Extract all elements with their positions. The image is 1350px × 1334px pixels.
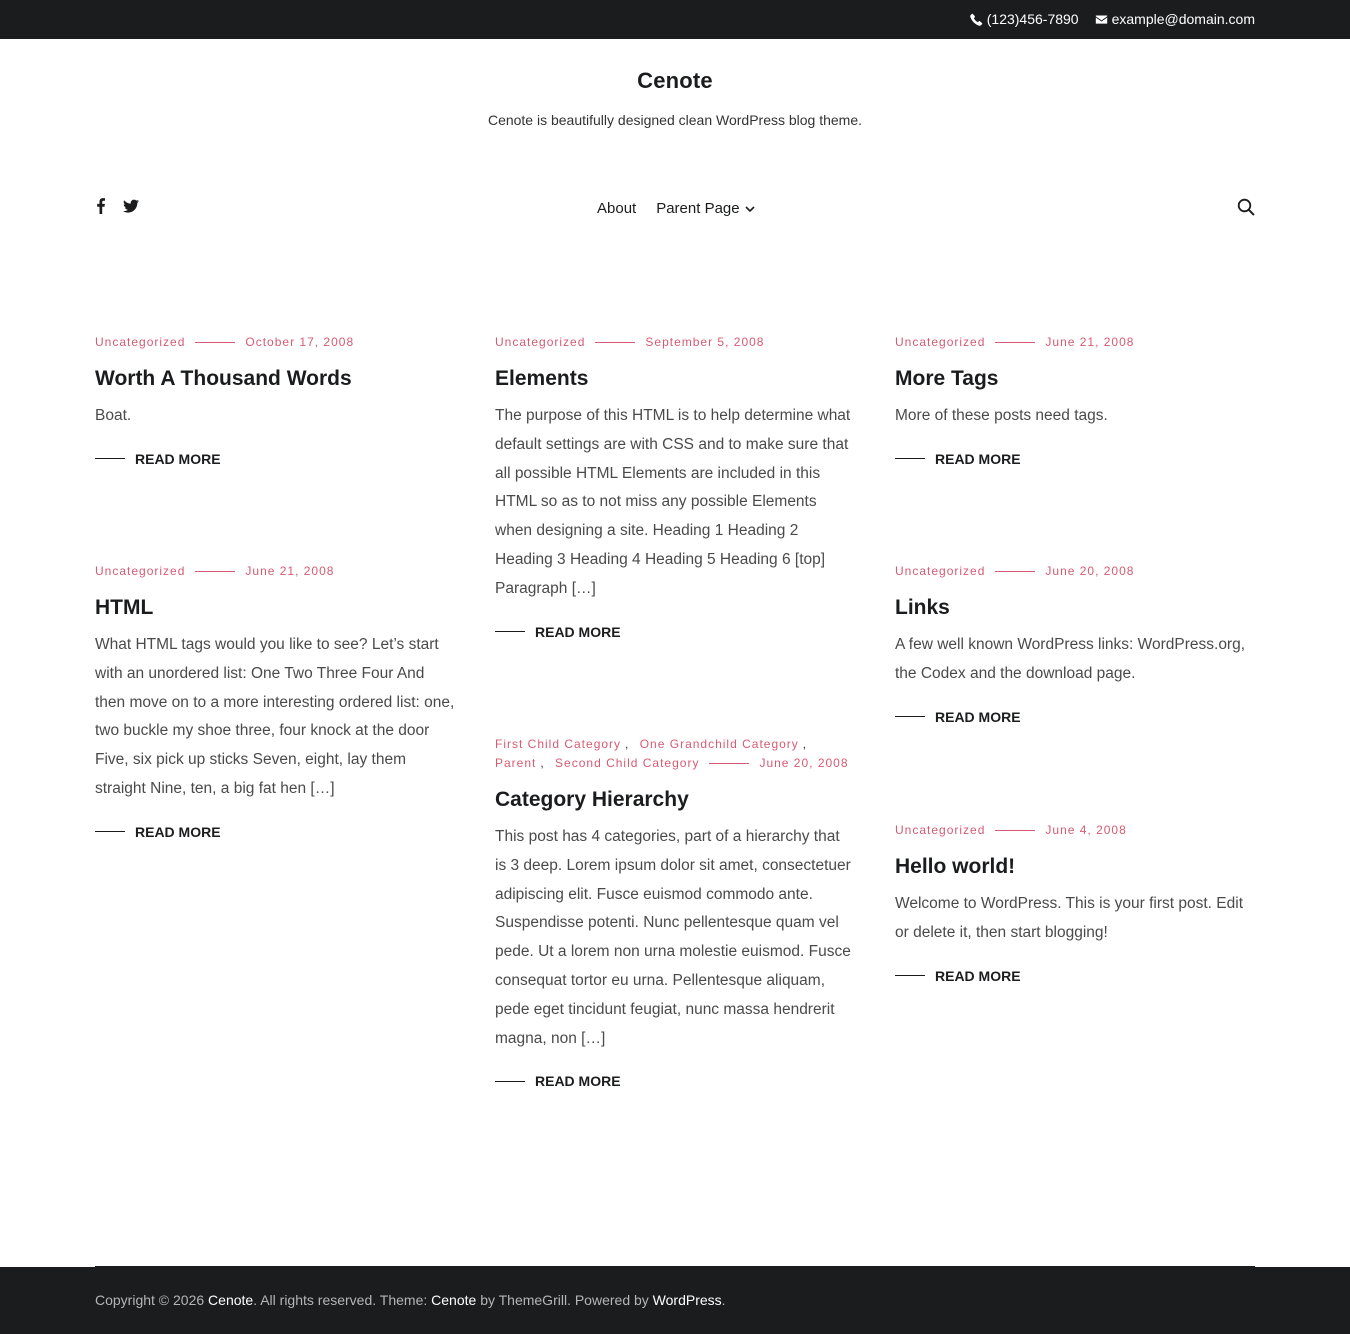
- post-card: [95, 333, 455, 467]
- menu-item-parent-page[interactable]: [656, 200, 754, 217]
- chevron-down-icon: [745, 204, 755, 214]
- post-category[interactable]: Uncategorized: [95, 335, 186, 349]
- menu-item-label: Parent Page: [656, 200, 740, 217]
- post-category[interactable]: Uncategorized: [95, 564, 186, 578]
- post-date[interactable]: September 5, 2008: [645, 335, 765, 349]
- post-excerpt: What HTML tags would you like to see? Let’s start with an unordered list: One Two Three Four And then move on to a more interesting ordered list: one, two buckle my shoe three, four knock at the door Five, six pick up sticks Seven, eight, lay them straight Nine, ten, a big fat hen […]: [95, 636, 455, 797]
- post-category[interactable]: First Child Category: [495, 737, 622, 751]
- post-title[interactable]: Worth A Thousand Words: [95, 367, 352, 390]
- post-meta: [895, 562, 1255, 581]
- post-title[interactable]: Category Hierarchy: [495, 788, 689, 811]
- post-date[interactable]: June 20, 2008: [1045, 564, 1135, 578]
- post-title[interactable]: Hello world!: [895, 855, 1016, 878]
- main-navigation: [95, 194, 1255, 222]
- read-more-label: READ MORE: [135, 823, 221, 840]
- email-address: example@domain.com: [1111, 11, 1255, 27]
- post-card: [895, 821, 1255, 984]
- read-more-link[interactable]: [95, 451, 455, 467]
- menu-item-about[interactable]: [597, 200, 636, 217]
- read-more-label: READ MORE: [935, 450, 1021, 467]
- phone-icon: [970, 13, 983, 26]
- post-title[interactable]: HTML: [95, 596, 154, 619]
- post-excerpt: The purpose of this HTML is to help determine what default settings are with CSS and to make sure that all possible HTML Elements are included in this HTML so as to not miss any possible Elements when designing a site. Heading 1 Heading 2 Heading 3 Heading 4 Heading 5 Heading 6 [top] Paragraph […]: [495, 407, 851, 597]
- footer-wordpress-link[interactable]: WordPress: [652, 1292, 722, 1308]
- post-category[interactable]: One Grandchild Category: [639, 737, 799, 751]
- post-excerpt: This post has 4 categories, part of a hierarchy that is 3 deep. Lorem ipsum dolor sit amet, consectetuer adipiscing elit. Fusce euismod commodo ante. Suspendisse potenti. Nunc pellentesque quam vel pede. Ut a lorem non urna molestie euismod. Fusce consequat tortor eu urna. Pellentesque aliquam, pede eget tincidunt feugiat, nunc massa hendrerit magna, non […]: [495, 828, 851, 1047]
- read-more-link[interactable]: [495, 624, 855, 640]
- copyright-end: .: [721, 1292, 726, 1308]
- read-more-label: READ MORE: [935, 708, 1021, 725]
- read-more-label: READ MORE: [535, 1073, 621, 1090]
- read-more-label: READ MORE: [535, 623, 621, 640]
- copyright-by: by ThemeGrill. Powered by: [480, 1292, 649, 1308]
- primary-menu: [597, 200, 755, 217]
- post-card: [95, 562, 455, 840]
- search-icon[interactable]: [1237, 198, 1255, 216]
- contact-info: [970, 11, 1255, 27]
- post-excerpt: A few well known WordPress links: WordPress.org, the Codex and the download page.: [895, 636, 1246, 682]
- post-category[interactable]: Second Child Category: [555, 756, 700, 770]
- post-card: [895, 333, 1255, 467]
- post-meta: [95, 333, 455, 352]
- site-description: Cenote is beautifully designed clean WordPress blog theme.: [487, 112, 863, 128]
- site-footer: [0, 1267, 1350, 1334]
- post-date[interactable]: June 4, 2008: [1045, 823, 1127, 837]
- top-bar: [0, 0, 1350, 39]
- twitter-icon[interactable]: [123, 198, 139, 214]
- post-date[interactable]: June 21, 2008: [245, 564, 335, 578]
- post-title[interactable]: More Tags: [895, 367, 999, 390]
- post-excerpt: Welcome to WordPress. This is your first post. Edit or delete it, then start blogging!: [895, 895, 1244, 941]
- post-category[interactable]: Uncategorized: [895, 823, 986, 837]
- post-meta: First Child Category , One Grandchild Category , Parent , Second Child Category June 20, 2008: [495, 737, 849, 770]
- post-excerpt: More of these posts need tags.: [895, 407, 1108, 424]
- read-more-link[interactable]: [495, 1073, 855, 1089]
- footer-site-link[interactable]: Cenote: [208, 1292, 254, 1308]
- read-more-link[interactable]: [895, 709, 1255, 725]
- post-category[interactable]: Uncategorized: [895, 564, 986, 578]
- menu-item-label: About: [597, 200, 637, 217]
- phone-number: (123)456-7890: [986, 11, 1079, 27]
- post-date[interactable]: June 21, 2008: [1045, 335, 1135, 349]
- copyright: [95, 1292, 726, 1308]
- copyright-rights: . All rights reserved. Theme:: [253, 1292, 428, 1308]
- post-meta: [95, 562, 455, 581]
- social-links: [95, 198, 139, 214]
- post-card: [495, 333, 855, 640]
- read-more-label: READ MORE: [935, 967, 1021, 984]
- facebook-icon[interactable]: [95, 198, 111, 214]
- post-category[interactable]: Uncategorized: [895, 335, 986, 349]
- email-link[interactable]: [1095, 11, 1255, 27]
- post-category[interactable]: Uncategorized: [495, 335, 586, 349]
- post-date[interactable]: October 17, 2008: [245, 335, 355, 349]
- post-date[interactable]: June 20, 2008: [759, 756, 849, 770]
- post-title[interactable]: Elements: [495, 367, 589, 390]
- copyright-prefix: Copyright © 2026: [95, 1292, 205, 1308]
- post-card: [495, 735, 855, 1089]
- site-title[interactable]: Cenote: [637, 68, 713, 93]
- phone-link[interactable]: [970, 11, 1079, 27]
- site-branding: [0, 68, 1350, 128]
- post-meta: [895, 333, 1255, 352]
- footer-theme-link[interactable]: Cenote: [431, 1292, 477, 1308]
- post-excerpt: Boat.: [95, 407, 132, 424]
- read-more-label: READ MORE: [135, 450, 221, 467]
- read-more-link[interactable]: [895, 968, 1255, 984]
- post-card: [895, 562, 1255, 725]
- envelope-icon: [1095, 13, 1108, 26]
- post-meta: [495, 333, 855, 352]
- post-category[interactable]: Parent: [495, 756, 537, 770]
- read-more-link[interactable]: [895, 451, 1255, 467]
- post-meta: [895, 821, 1255, 840]
- read-more-link[interactable]: [95, 824, 455, 840]
- post-title[interactable]: Links: [895, 596, 950, 619]
